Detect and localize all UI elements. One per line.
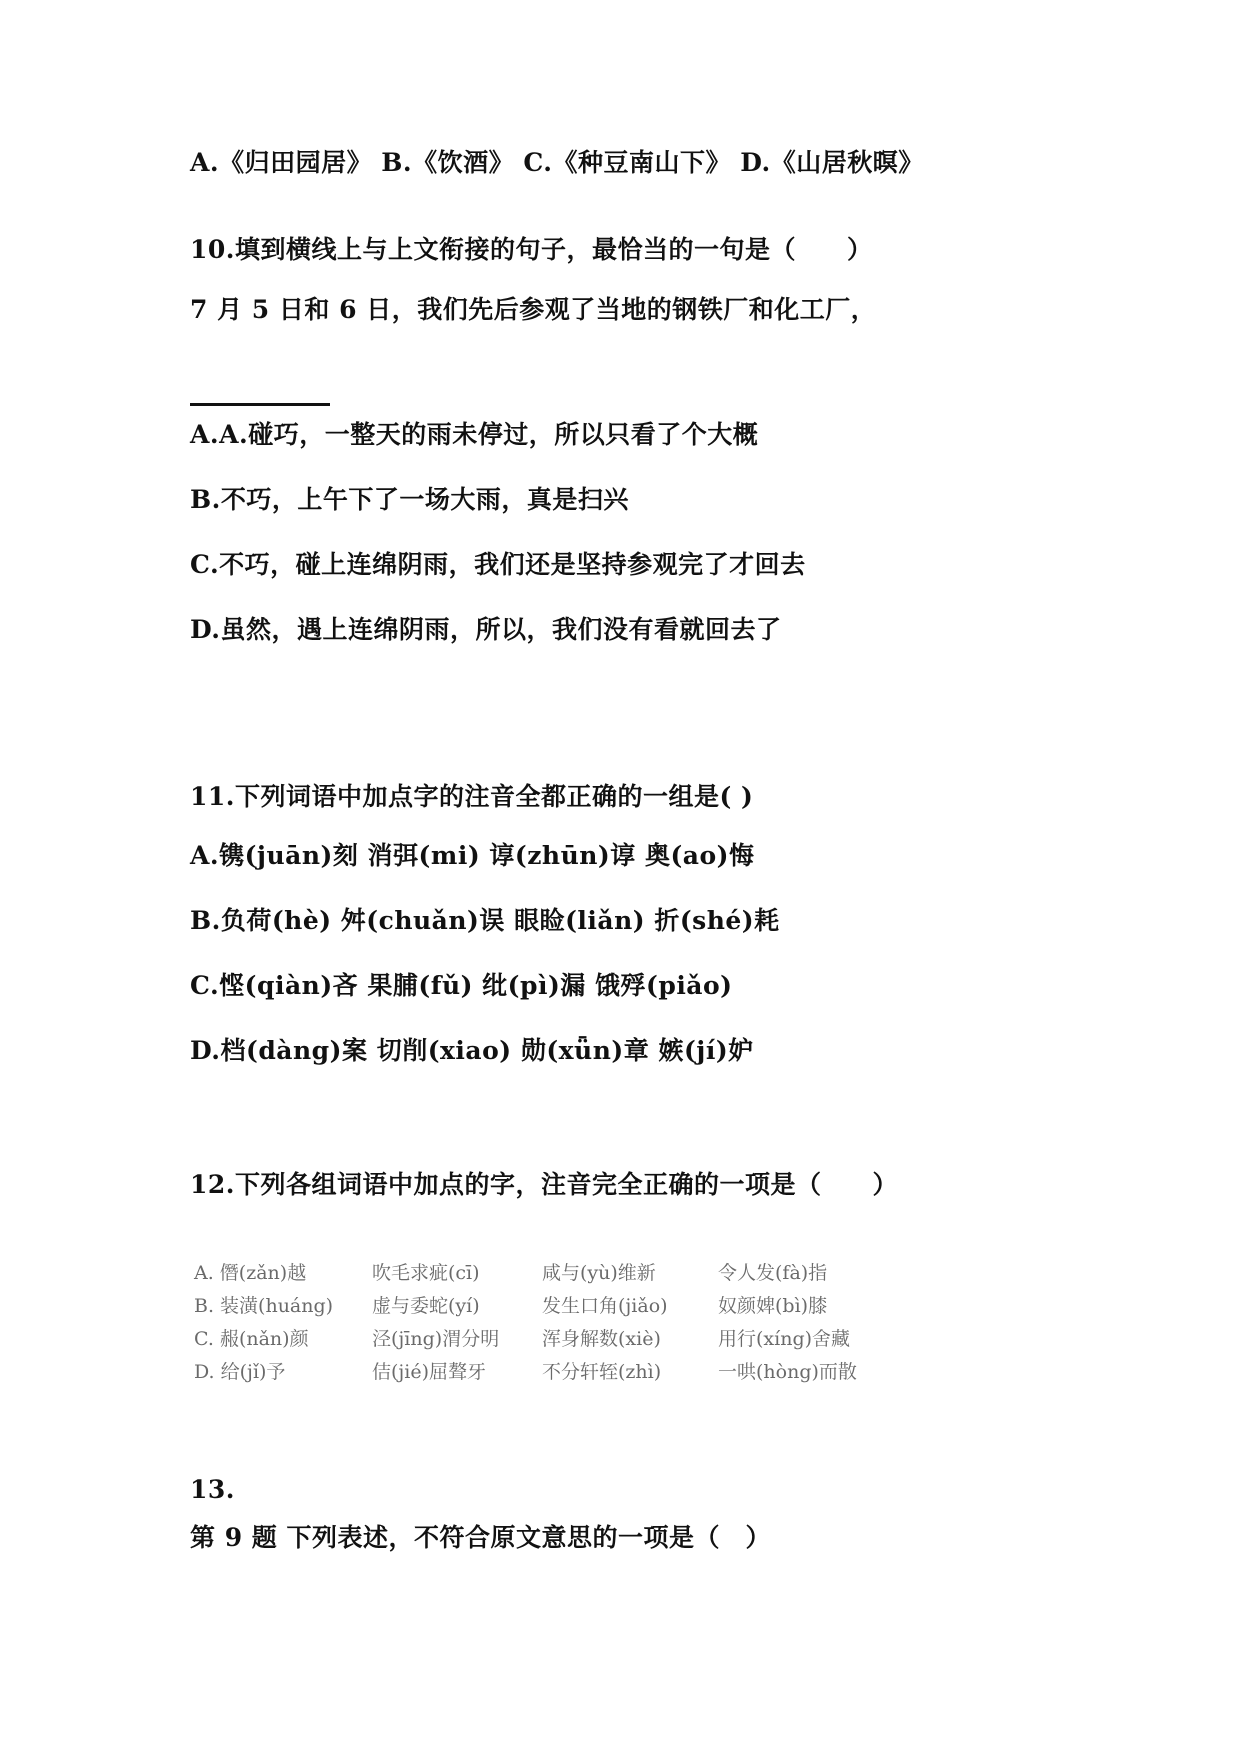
q9-options: A.《归田园居》 B.《饮酒》 C.《种豆南山下》 D.《山居秋暝》 xyxy=(190,148,924,177)
q11-option-a: A.镌(juān)刻 消弭(mi) 谆(zhūn)谆 奥(ao)悔 xyxy=(190,841,755,870)
q12-cell: 虚与委蛇(yí) xyxy=(372,1295,480,1317)
q11-option-b: B.负荷(hè) 舛(chuǎn)误 眼睑(liǎn) 折(shé)耗 xyxy=(190,906,780,935)
q12-cell: 发生口角(jiǎo) xyxy=(542,1295,668,1317)
q10-option-d: D.虽然，遇上连绵阴雨，所以，我们没有看就回去了 xyxy=(190,615,782,644)
answer-blank-line xyxy=(190,403,330,406)
q13-stem: 第 9 题 下列表述，不符合原文意思的一项是（ ） xyxy=(190,1523,772,1552)
q12-cell: A. 僭(zǎn)越 xyxy=(194,1262,307,1284)
q12-cell: 浑身解数(xiè) xyxy=(542,1328,661,1350)
q10-stem: 10.填到横线上与上文衔接的句子，最恰当的一句是（ ） xyxy=(190,235,873,264)
q12-cell: 用行(xíng)舍藏 xyxy=(718,1328,851,1350)
q10-option-c: C.不巧，碰上连绵阴雨，我们还是坚持参观完了才回去 xyxy=(190,550,806,579)
q12-cell: 令人发(fà)指 xyxy=(718,1262,828,1284)
q12-cell: 咸与(yù)维新 xyxy=(542,1262,656,1284)
q12-cell: 一哄(hòng)而散 xyxy=(718,1361,857,1383)
q11-stem: 11.下列词语中加点字的注音全都正确的一组是( ) xyxy=(190,782,754,811)
q11-option-c: C.悭(qiàn)吝 果脯(fǔ) 纰(pì)漏 饿殍(piǎo) xyxy=(190,971,733,1000)
q12-stem: 12.下列各组词语中加点的字，注音完全正确的一项是（ ） xyxy=(190,1170,898,1199)
q10-context: 7 月 5 日和 6 日，我们先后参观了当地的钢铁厂和化工厂， xyxy=(190,295,877,324)
q12-cell: 不分轩轾(zhì) xyxy=(542,1361,662,1383)
q10-option-b: B.不巧，上午下了一场大雨，真是扫兴 xyxy=(190,485,629,514)
q12-cell: B. 装潢(huáng) xyxy=(194,1295,334,1317)
q12-cell: 吹毛求疵(cī) xyxy=(372,1262,480,1284)
q12-cell: 奴颜婢(bì)膝 xyxy=(718,1295,828,1317)
q11-option-d: D.档(dàng)案 切削(xiao) 勋(xǖn)章 嫉(jí)妒 xyxy=(190,1036,754,1065)
q13-number: 13. xyxy=(190,1475,235,1504)
q12-cell: C. 赧(nǎn)颜 xyxy=(194,1328,309,1350)
q10-option-a: A.A.碰巧，一整天的雨未停过，所以只看了个大概 xyxy=(190,420,759,449)
q12-cell: D. 给(jǐ)予 xyxy=(194,1361,286,1383)
q12-cell: 泾(jīng)渭分明 xyxy=(372,1328,500,1350)
q12-cell: 佶(jié)屈聱牙 xyxy=(372,1361,487,1383)
